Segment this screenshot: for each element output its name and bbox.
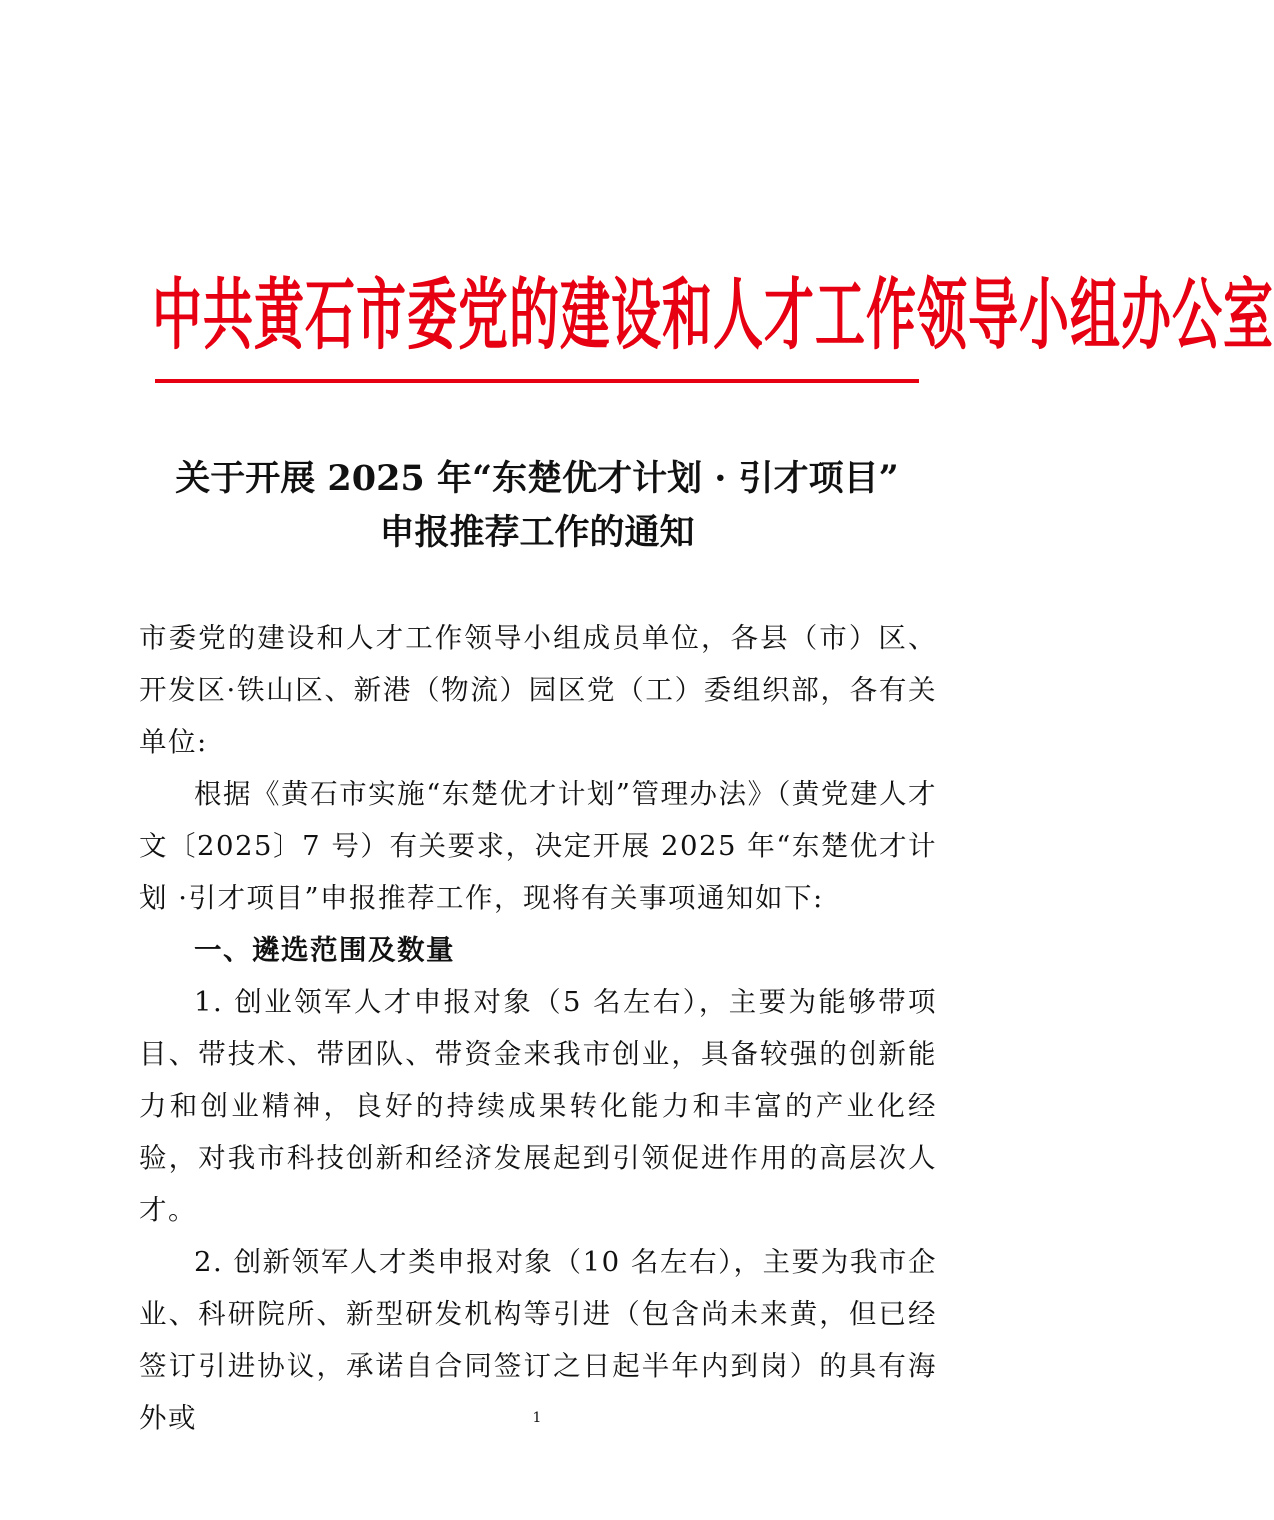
- item-2-paragraph: 2. 创新领军人才类申报对象（10 名左右），主要为我市企业、科研院所、新型研发机构等引进（包含尚未来黄，但已经签订引进协议，承诺自合同签订之日起半年内到岗）的具有海外或: [139, 1246, 937, 1434]
- document-body: [139, 612, 937, 1444]
- salutation: 市委党的建设和人才工作领导小组成员单位，各县（市）区、开发区·铁山区、新港（物流）园区党（工）委组织部，各有关单位:: [139, 622, 937, 758]
- section-heading-1: 一、遴选范围及数量: [194, 934, 455, 966]
- document-title-line-1: 关于开展 2025 年“东楚优才计划 · 引才项目”: [175, 458, 899, 499]
- intro-paragraph: 根据《黄石市实施“东楚优才计划”管理办法》（黄党建人才文〔2025〕7 号）有关要求，决定开展 2025 年“东楚优才计划 ·引才项目”申报推荐工作，现将有关事项通知如下:: [139, 778, 937, 914]
- document-title: [120, 452, 954, 560]
- letterhead-red-rule: [155, 379, 919, 383]
- letterhead-title: 中共黄石市委党的建设和人才工作领导小组办公室: [152, 270, 1274, 360]
- page-number: 1: [532, 1410, 542, 1426]
- item-1-paragraph: 1. 创业领军人才申报对象（5 名左右），主要为能够带项目、带技术、带团队、带资金来我市创业，具备较强的创新能力和创业精神，良好的持续成果转化能力和丰富的产业化经验，对我市科技创新和经济发展起到引领促进作用的高层次人才。: [139, 986, 937, 1226]
- document-title-line-2: 申报推荐工作的通知: [379, 512, 695, 553]
